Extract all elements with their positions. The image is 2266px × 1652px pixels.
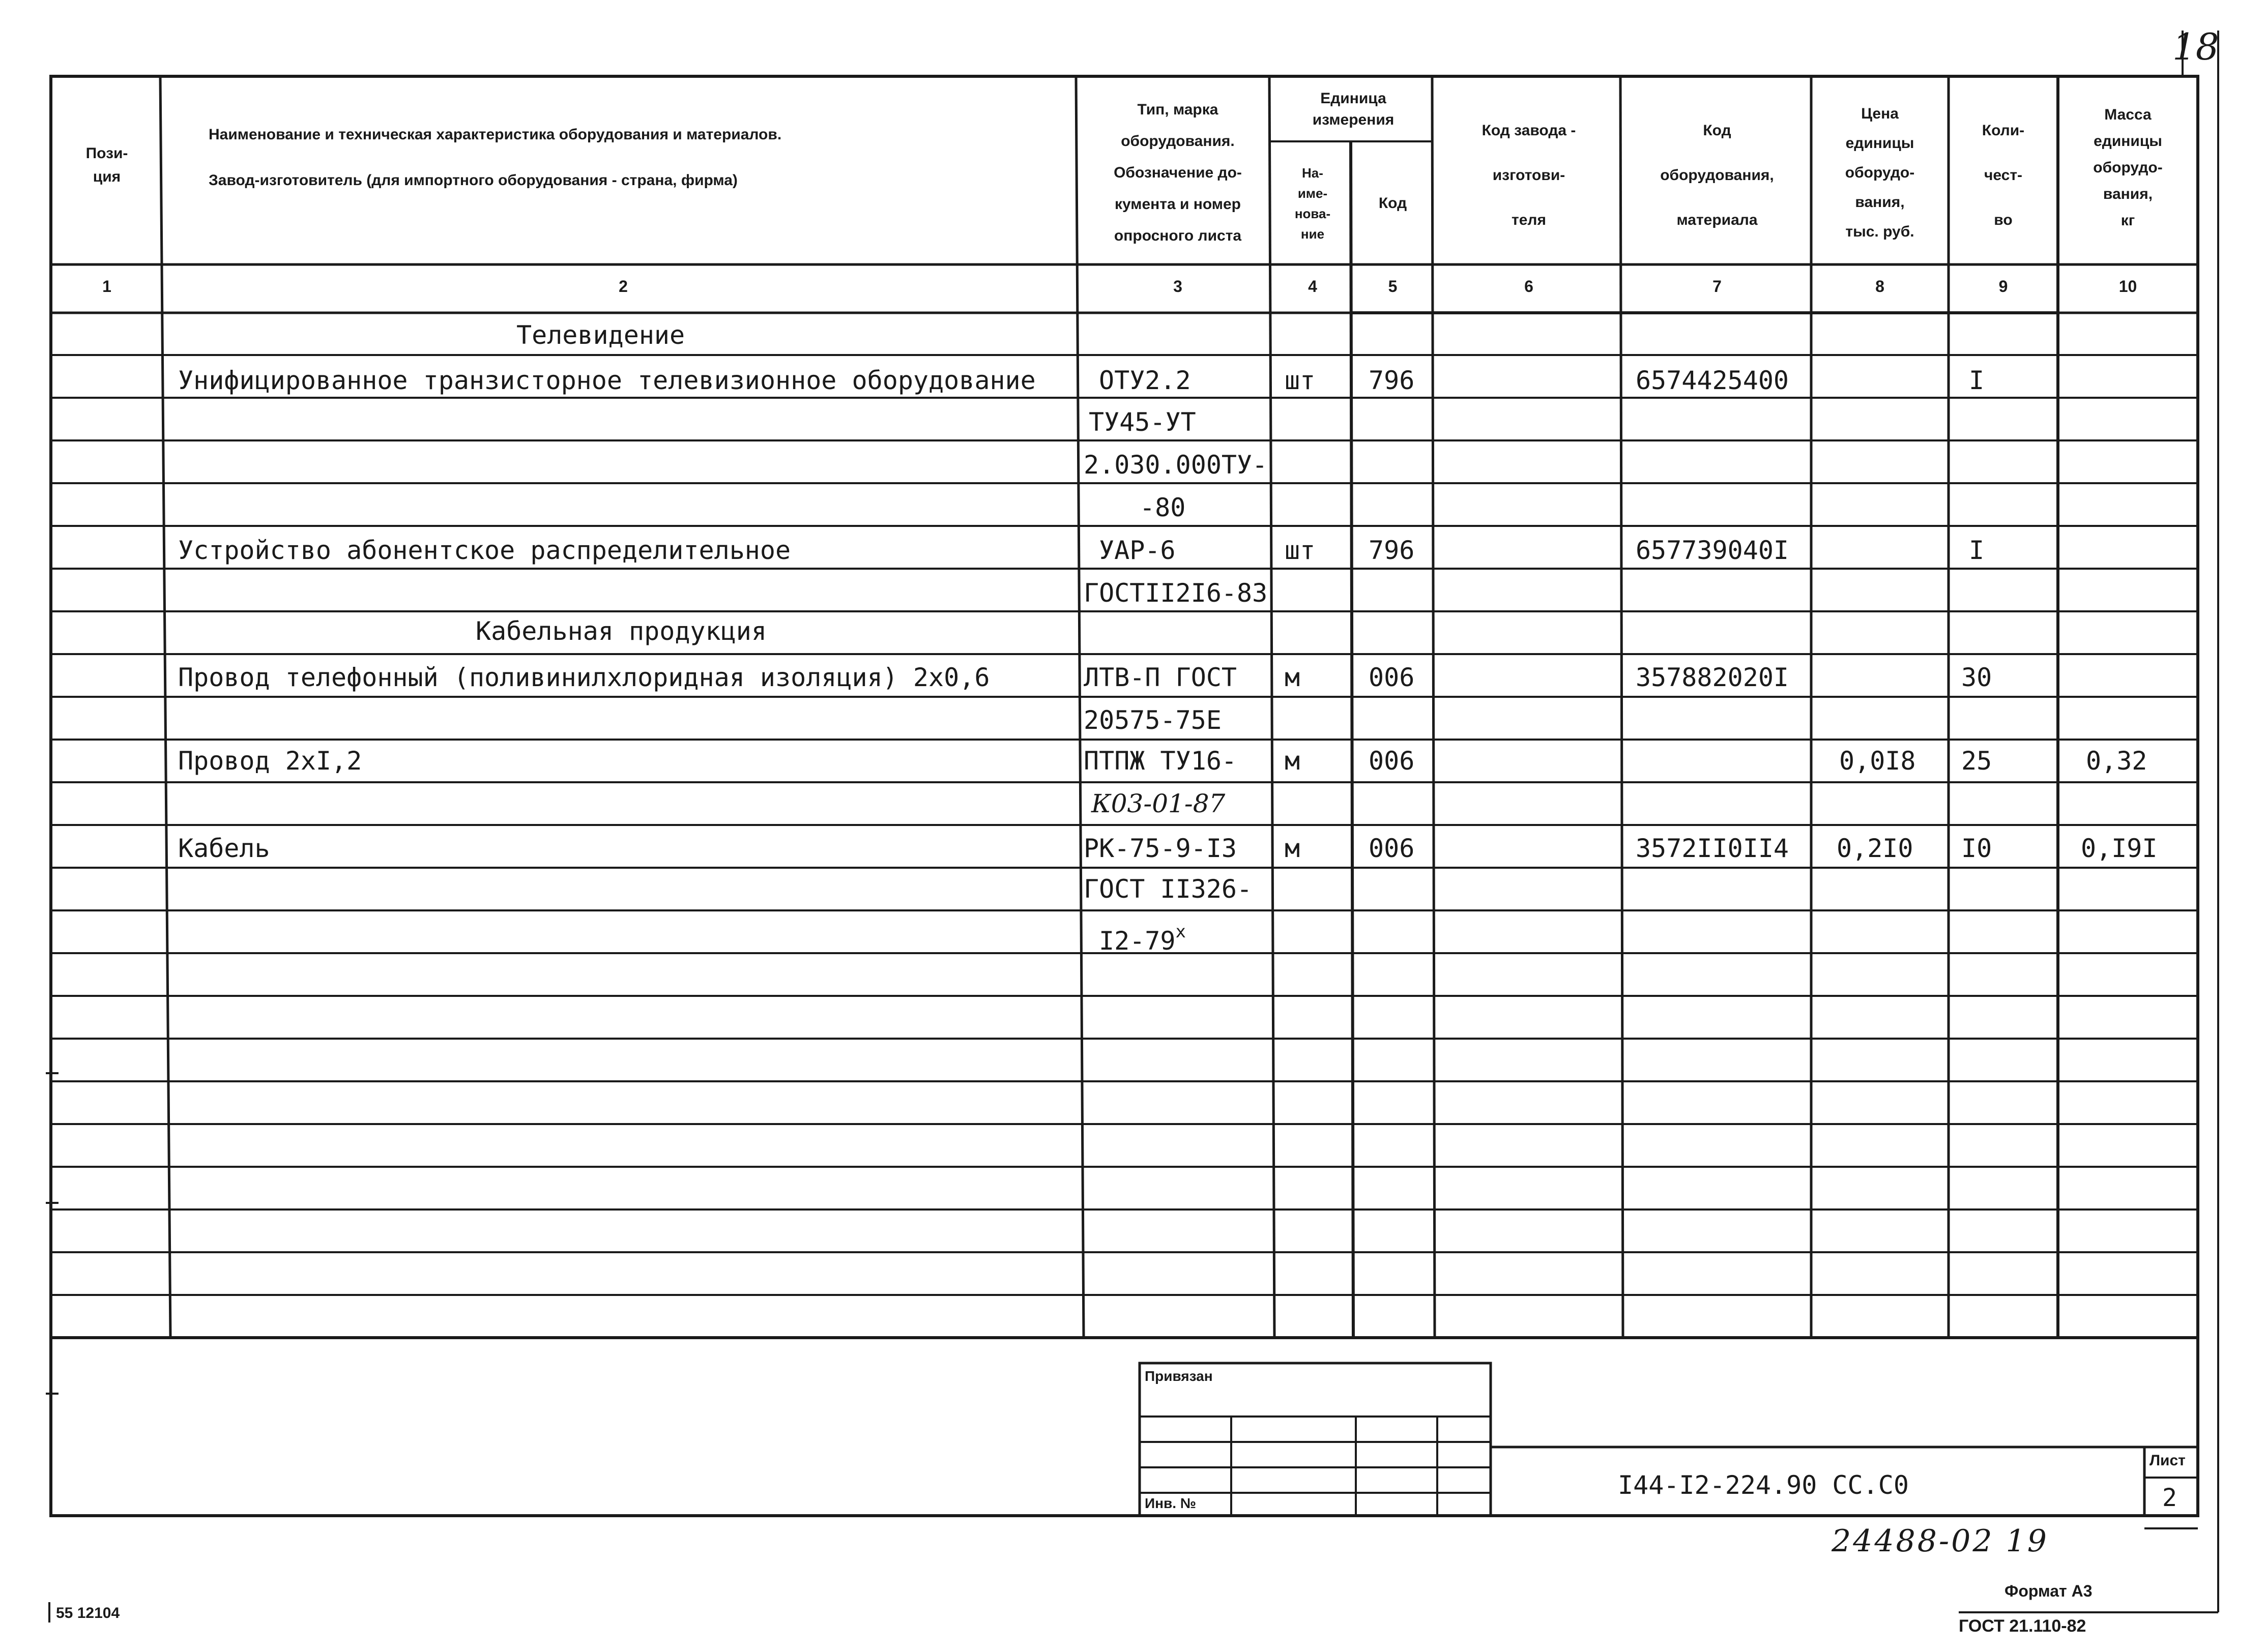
header-unit-name: На- име- нова- ние [1294,165,1331,242]
column-number-3: 3 [1173,277,1182,296]
left-code-bar [48,1602,50,1622]
column-number-10: 10 [2118,277,2137,296]
column-number-7: 7 [1712,277,1722,296]
column-number-5: 5 [1388,277,1398,296]
sheet-label: Лист [2149,1452,2186,1469]
table-row-name: Устройство абонентское распределительное [178,536,791,565]
stamp-inv-label: Инв. № [1145,1495,1197,1511]
header-name: Наименование и техническая характеристика оборудования и материалов. Завод-изготовитель (для импортного оборудования - страна, фирма) [209,126,782,189]
table-row-name: Кабель [178,834,270,863]
type-superscript: х [1175,922,1186,942]
page-number: 18 [2172,25,2219,68]
table-row-mass: 0,32 [2086,746,2147,776]
table-row-code: 796 [1369,366,1415,395]
column-number-9: 9 [1998,277,2008,296]
table-row-quantity: I0 [1961,834,1992,863]
column-number-2: 2 [619,277,628,296]
table-row-code: 006 [1369,746,1415,776]
table-row-type: 20575-75Е [1084,705,1222,735]
table-row-code: 796 [1369,536,1415,565]
format-label: Формат А3 [2004,1582,2093,1600]
section-title: Кабельная продукция [476,616,767,646]
header-unit-code: Код [1378,195,1407,212]
table-row-equipment-code: 3572II0II4 [1636,834,1789,863]
header-plant-code: Код завода - изготови- теля [1481,122,1576,228]
header-equipment-code: Код оборудования, материала [1660,122,1774,228]
table-row-quantity: 30 [1961,663,1992,692]
header-mass: Масса единицы оборудо- вания, кг [2093,106,2163,229]
table-row-unit: м [1285,834,1300,863]
table-row-price: 0,0I8 [1839,746,1916,776]
table-row-equipment-code: 657739040I [1636,536,1789,565]
table-row-type: ПТПЖ ТУ16- [1084,746,1237,776]
type-text: I2-79 [1099,926,1176,956]
table-row-equipment-code: 357882020I [1636,663,1789,692]
table-row-unit: м [1285,746,1300,776]
table-row-equipment-code: 6574425400 [1636,366,1789,395]
handwritten-number: 24488-02 19 [1832,1523,2049,1559]
table-row-name: Провод 2хI,2 [178,746,362,776]
table-row-unit: шт [1285,366,1316,395]
table-row-name: Унифицированное транзисторное телевизионное оборудование [178,366,1036,395]
column-number-8: 8 [1875,277,1884,296]
left-code: 55 12104 [56,1605,120,1621]
table-row-unit: шт [1285,536,1316,565]
table-row-name: Провод телефонный (поливинилхлоридная изоляция) 2х0,6 [178,663,990,692]
gost-label: ГОСТ 21.110-82 [1959,1616,2086,1636]
header-unit: Единица измерения [1312,90,1395,128]
table-row-type: ТУ45-УТ [1089,407,1196,437]
table-row-quantity: I [1969,536,1985,565]
sheet-number: 2 [2162,1484,2177,1512]
header-type: Тип, марка оборудования. Обозначение до- кумента и номер опросного листа [1114,101,1242,244]
column-number-6: 6 [1524,277,1533,296]
table-row-code: 006 [1369,663,1415,692]
table-row-type: ЛТВ-П ГОСТ [1084,663,1237,692]
table-row-code: 006 [1369,834,1415,863]
table-row-type: К03-01-87 [1091,789,1226,818]
table-row-quantity: I [1969,366,1985,395]
table-row-type: 2.030.000ТУ- [1084,450,1268,480]
header-quantity: Коли- чест- во [1982,122,2025,228]
table-row-mass: 0,I9I [2081,834,2158,863]
table-row-type: УАР-6 [1099,536,1176,565]
column-number-1: 1 [102,277,111,296]
table-row-type: -80 [1140,493,1186,522]
document-designation: I44-I2-224.90 СС.С0 [1618,1470,1909,1500]
table-row-type: ОТУ2.2 [1099,366,1191,395]
table-row-unit: м [1285,663,1300,692]
table-row-type: ГОСТ II326- [1084,874,1253,904]
header-price: Цена единицы оборудо- вания, тыс. руб. [1845,105,1915,240]
table-row-quantity: 25 [1961,746,1992,776]
table-row-price: 0,2I0 [1837,834,1913,863]
stamp-bound-label: Привязан [1145,1368,1213,1384]
table-row-type [1099,917,1186,956]
column-number-4: 4 [1308,277,1317,296]
header-position: Пози- ция [85,145,128,185]
table-row-type: ГОСТII2I6-83 [1084,578,1268,608]
table-row-type: РК-75-9-I3 [1084,834,1237,863]
section-title: Телевидение [516,320,685,350]
